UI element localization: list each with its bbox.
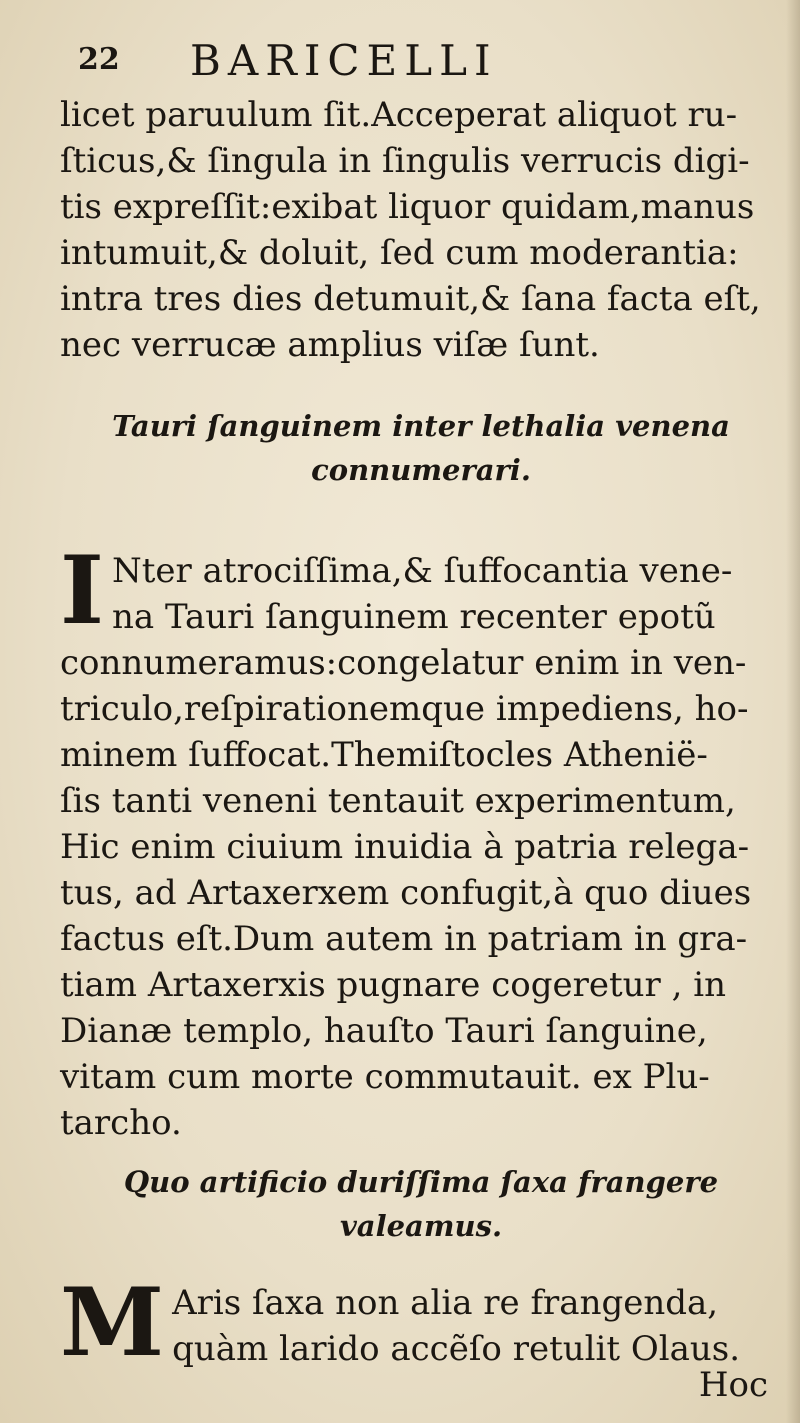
drop-cap: I — [60, 536, 104, 646]
text-line: nec verrucæ amplius viſæ ſunt. — [60, 325, 600, 365]
running-head: BARICELLI — [190, 36, 498, 85]
text-line: ſticus,& ſingula in ſingulis verrucis digi- — [60, 141, 750, 181]
text-line: Nter atrociſſima,& ſuffocantia vene- — [111, 551, 733, 591]
text-line: factus eſt.Dum autem in patriam in gra- — [60, 919, 748, 959]
text-line: na Tauri ſanguinem recenter epotũ — [111, 597, 716, 637]
text-line: Aris ſaxa non alia re frangenda, — [172, 1283, 719, 1323]
text-line: minem ſuffocat.Themiſtocles Athenië- — [60, 735, 708, 775]
page-header — [78, 36, 718, 88]
text-line: triculo,reſpirationemque impediens, ho- — [60, 689, 749, 729]
heading-line: connumerari. — [311, 453, 531, 487]
section-body-tauri — [60, 536, 782, 1146]
text-line: tarcho. — [60, 1103, 182, 1143]
text-line: ſis tanti veneni tentauit experimentum, — [60, 781, 736, 821]
text-line: vitam cum morte commutauit. ex Plu- — [60, 1057, 710, 1097]
text-line: quàm larido accẽſo retulit Olaus. — [172, 1329, 741, 1369]
text-line: tiam Artaxerxis pugnare cogeretur , in — [60, 965, 727, 1005]
catchword: Hoc — [698, 1365, 768, 1405]
heading-line: Tauri ſanguinem inter lethalia venena — [112, 409, 730, 443]
text-line: tis expreſſit:exibat liquor quidam,manus — [60, 187, 755, 227]
text-line: tus, ad Artaxerxem confugit,à quo diues — [60, 873, 752, 913]
text-line: intra tres dies detumuit,& ſana facta eſt, — [60, 279, 761, 319]
text-line: Hic enim ciuium inuidia à patria relega- — [60, 827, 750, 867]
text-line: intumuit,& doluit, ſed cum moderantia: — [60, 233, 739, 273]
heading-line: Quo artificio duriſſima ſaxa frangere — [123, 1165, 719, 1199]
text-line: connumeramus:congelatur enim in ven- — [60, 643, 747, 683]
page-number: 22 — [78, 42, 120, 77]
heading-line: valeamus. — [339, 1209, 503, 1243]
drop-cap: M — [60, 1268, 165, 1378]
text-line: licet paruulum ſit.Acceperat aliquot ru- — [60, 95, 738, 135]
text-line: Dianæ templo, hauſto Tauri ſanguine, — [60, 1011, 708, 1051]
page-edge-shadow — [786, 0, 800, 1423]
section-body-saxa — [60, 1268, 782, 1378]
section-heading-tauri — [60, 404, 782, 492]
section-heading-saxa — [60, 1160, 782, 1248]
continued-paragraph — [60, 92, 782, 368]
